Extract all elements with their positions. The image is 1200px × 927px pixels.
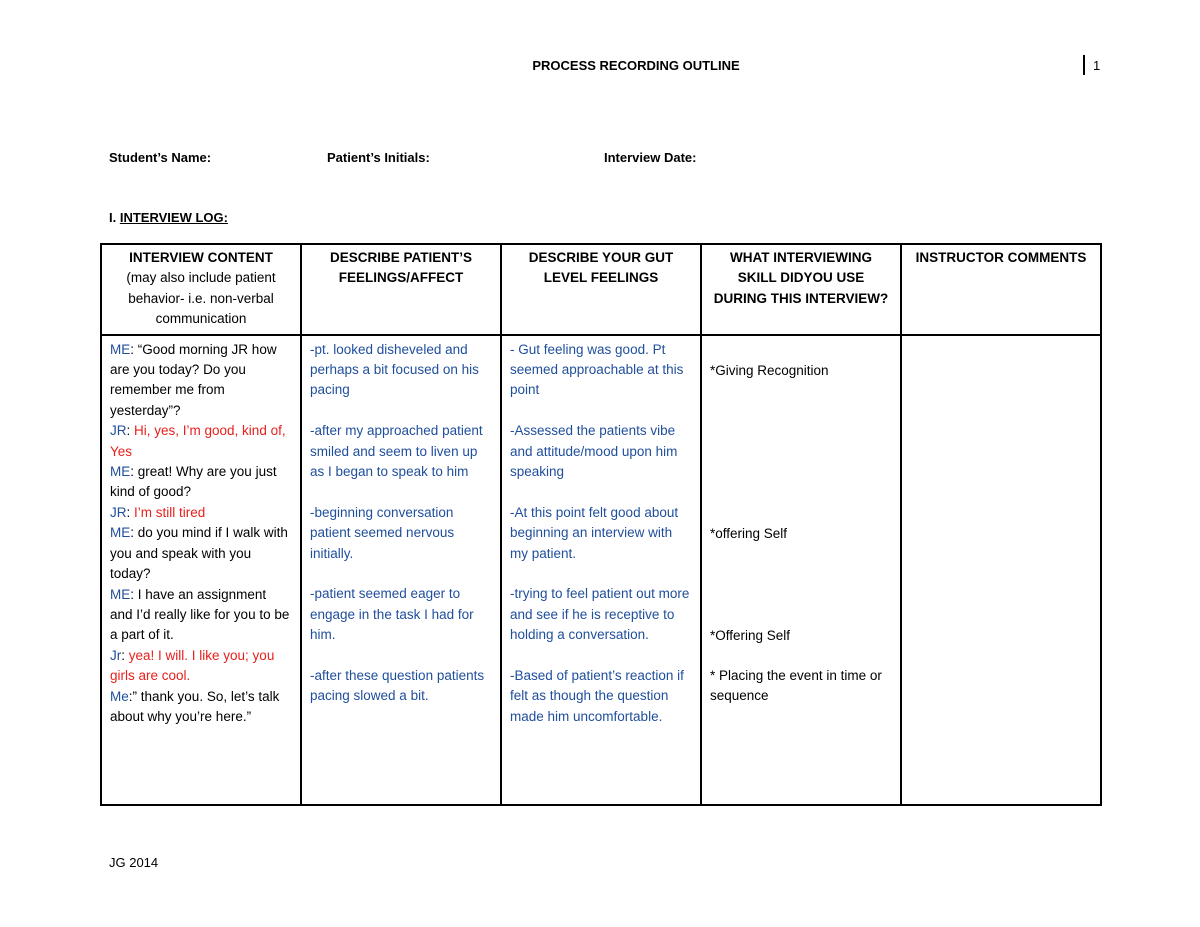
header-interview-content — [101, 244, 301, 335]
gut-feelings-cell — [501, 335, 701, 805]
speaker-separator: : — [130, 586, 138, 602]
table-header-row — [101, 244, 1101, 335]
gut-feeling-note: -At this point felt good about beginning an interview with my patient. — [510, 504, 679, 561]
header-gut-feelings: DESCRIBE YOUR GUT LEVEL FEELINGS — [501, 244, 701, 335]
speaker-label: ME — [110, 525, 131, 541]
patient-feelings-cell — [301, 335, 501, 805]
header-instructor-comments: INSTRUCTOR COMMENTS — [901, 244, 1101, 335]
dialogue-line — [110, 687, 292, 728]
page-number: 1 — [1093, 58, 1101, 73]
footer-text: JG 2014 — [109, 855, 159, 870]
interviewing-skill-cell — [701, 335, 901, 805]
student-name-label: Student’s Name: — [109, 150, 212, 165]
dialogue-text: great! Why are you just kind of good? — [110, 464, 277, 500]
patient-feeling-note: -beginning conversation patient seemed nervous initially. — [310, 504, 455, 561]
dialogue-text: I’m still tired — [134, 504, 206, 520]
gut-feeling-note: - Gut feeling was good. Pt seemed approachable at this point — [510, 341, 684, 398]
table-row — [101, 335, 1101, 805]
speaker-separator: : — [126, 504, 135, 520]
dialogue-text: ” thank you. So, let’s talk about why you’re here.” — [110, 688, 280, 724]
patient-initials-label: Patient’s Initials: — [327, 150, 430, 165]
dialogue-text: I have an assignment and I’d really like for you to be a part of it. — [110, 586, 290, 643]
patient-feeling-note: -after my approached patient smiled and seem to liven up as I began to speak to him — [310, 423, 483, 480]
interview-log-table — [100, 243, 1102, 806]
speaker-label: ME — [110, 586, 131, 602]
skill-note: * Placing the event in time or sequence — [710, 667, 882, 704]
patient-feeling-note: -patient seemed eager to engage in the task I had for him. — [310, 586, 474, 643]
speaker-separator: : — [128, 688, 133, 704]
speaker-separator: : — [130, 341, 138, 357]
speaker-label: JR — [110, 504, 127, 520]
speaker-separator: : — [130, 464, 138, 480]
header-interview-content-note: (may also include patient behavior- i.e. non-verbal communication — [126, 270, 276, 327]
speaker-separator: : — [130, 525, 138, 541]
skill-note: *offering Self — [710, 525, 788, 541]
section-heading — [109, 210, 228, 225]
speaker-label: ME — [110, 464, 131, 480]
section-number: I. — [109, 210, 120, 225]
skill-note: *Giving Recognition — [710, 362, 829, 378]
dialogue-line — [110, 421, 292, 462]
skill-note: *Offering Self — [710, 627, 791, 643]
speaker-separator: : — [121, 647, 129, 663]
speaker-label: Me — [110, 688, 129, 704]
instructor-comments-cell — [901, 335, 1101, 805]
gut-feeling-note: -Assessed the patients vibe and attitude/mood upon him speaking — [510, 423, 678, 480]
dialogue-line — [110, 462, 292, 503]
dialogue-text: Hi, yes, I’m good, kind of, Yes — [110, 423, 286, 459]
interview-content-cell — [101, 335, 301, 805]
speaker-separator: : — [126, 423, 135, 439]
dialogue-line — [110, 340, 292, 422]
dialogue-line — [110, 523, 292, 584]
dialogue-text: do you mind if I walk with you and speak with you today? — [110, 525, 288, 582]
header-interviewing-skill: WHAT INTERVIEWING SKILL DIDYOU USE DURING THIS INTERVIEW? — [701, 244, 901, 335]
patient-feeling-note: -after these question patients pacing slowed a bit. — [310, 668, 485, 704]
dialogue-text: yea! I will. I like you; you girls are cool. — [110, 647, 275, 684]
dialogue-line — [110, 585, 292, 646]
gut-feeling-note: -trying to feel patient out more and see if he is receptive to holding a conversation. — [510, 586, 690, 643]
speaker-label: Jr — [110, 647, 122, 663]
page-number-divider — [1083, 55, 1085, 75]
section-title: INTERVIEW LOG: — [119, 210, 228, 225]
dialogue-text: “Good morning JR how are you today? Do you remember me from yesterday”? — [110, 341, 277, 418]
patient-feeling-note: -pt. looked disheveled and perhaps a bit focused on his pacing — [310, 341, 479, 398]
page-title: PROCESS RECORDING OUTLINE — [532, 58, 740, 73]
interview-date-label: Interview Date: — [604, 150, 697, 165]
gut-feeling-note: -Based of patient’s reaction if felt as though the question made him uncomfortable. — [510, 668, 684, 724]
dialogue-line — [110, 503, 292, 523]
header-interview-content-title: INTERVIEW CONTENT — [129, 250, 273, 265]
header-patient-feelings: DESCRIBE PATIENT’S FEELINGS/AFFECT — [301, 244, 501, 335]
dialogue-line — [110, 646, 292, 687]
speaker-label: JR — [110, 423, 127, 439]
speaker-label: ME — [110, 341, 131, 357]
